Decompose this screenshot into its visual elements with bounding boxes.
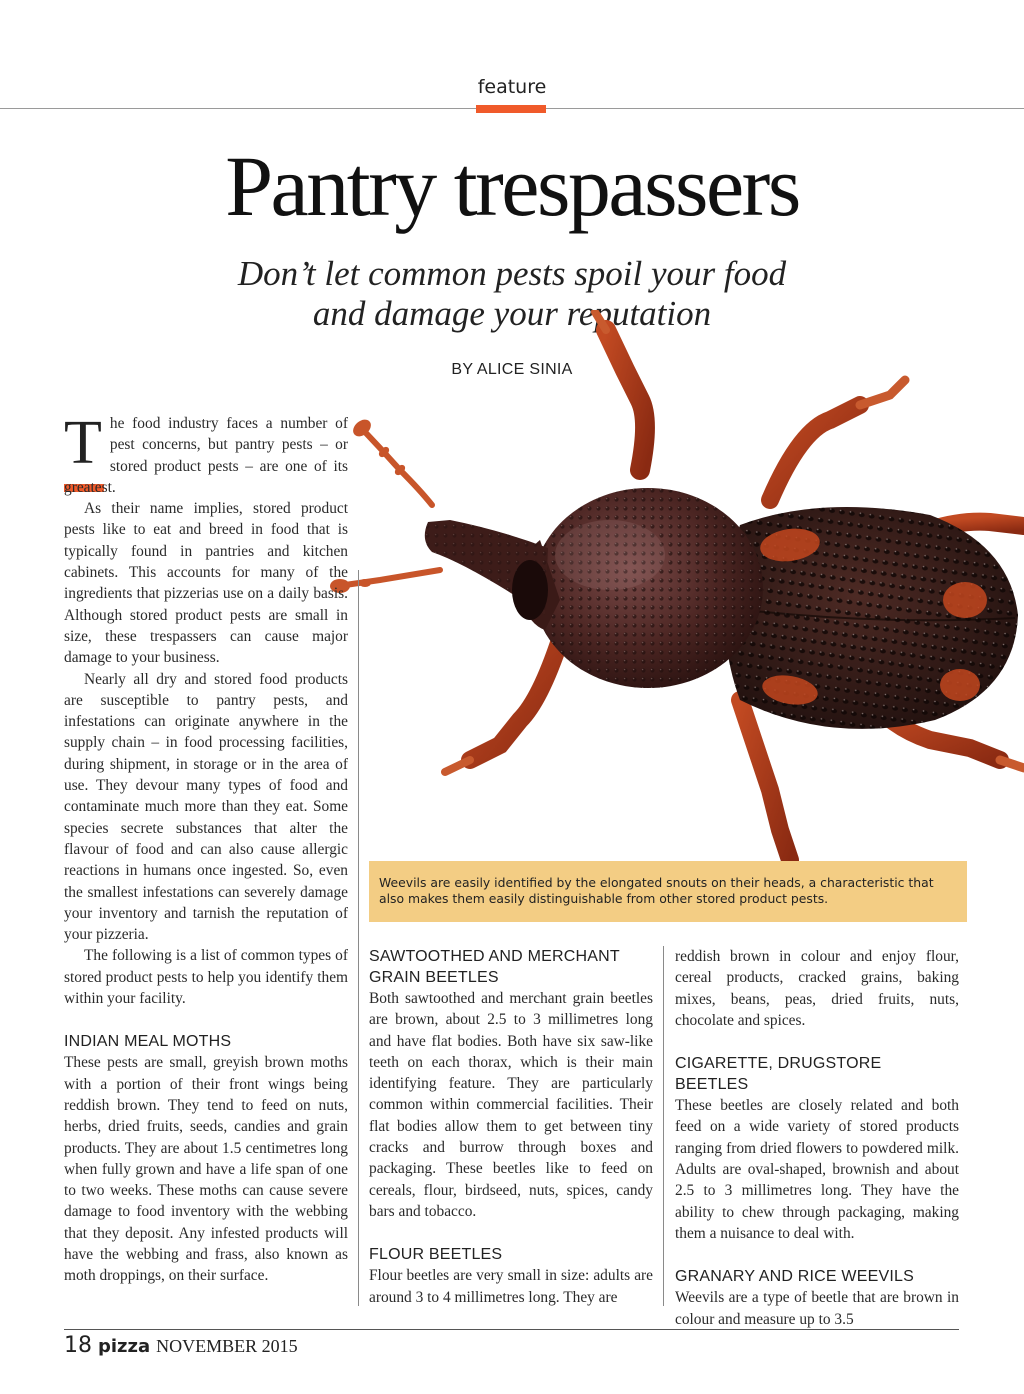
body-indian-meal-moths: These pests are small, greyish brown moths with a portion of their front wings being reddish brown. They tend to feed on nuts, herbs, dried fruits, seeds, candies and grain products. They are about 1.5 centimetres long when fully grown and have a life span of one to two weeks. These moths can cause severe damage to food inventory with the webbing that they deposit. Any infested products will have the webbing and frass, also known as moth droppings, on their surface. [64,1054,348,1285]
article-title: Pantry trespassers [225,138,799,234]
page-footer [64,1333,298,1358]
heading-flour-beetles: FLOUR BEETLES [369,1246,503,1264]
image-caption: Weevils are easily identified by the elongated snouts on their heads, a characteristic that also makes them easily distinguishable from other stored product pests. [369,861,967,922]
drop-cap: T [64,409,102,477]
subtitle-line-2: and damage your reputation [312,294,712,333]
column-3 [675,946,959,1330]
body-weevils: Weevils are a type of beetle that are brown in colour and measure up to 3.5 [675,1289,959,1328]
intro-paragraph-2: As their name implies, stored product pests like to eat and breed in food that is typically found in pantries and kitchen cabinets. This accounts for many of the ingredients that pizzerias use on a daily basis. Although stored product pests are small in size, these trespassers can cause major damage to your business. [64,500,348,667]
column-divider-2 [663,946,664,1306]
byline: BY ALICE SINIA [451,361,573,378]
intro-paragraph-3: Nearly all dry and stored food products are susceptible to pantry pests, and infestations can originate anywhere in the supply chain – in food processing facilities, during shipment, in storage or in the area of use. They devour many types of food and contaminate much more than they eat. Some species secrete substances that alter the flavour of food and can also cause allergic reactions in humans once ingested. So, even the smallest infestations can severely damage your inventory and tarnish the reputation of your pizzeria. [64,670,348,944]
section-label: feature [477,76,547,98]
body-flour-beetles: Flour beetles are very small in size: adults are around 3 to 4 millimetres long. They are [369,1267,653,1306]
subtitle-line-1: Don’t let common pests spoil your food [237,254,787,293]
section-accent-bar [476,105,546,113]
weevil-image [300,310,1024,870]
heading-cigarette-beetles: CIGARETTE, DRUGSTORE BEETLES [675,1055,882,1094]
body-flour-beetles-continued: reddish brown in colour and enjoy flour, cereal products, cracked grains, baking mixes, beans, peas, dried fruits, nuts, chocolate and spices. [675,948,959,1029]
intro-paragraph-4: The following is a list of common types of stored product pests to help you identify them within your facility. [64,947,348,1008]
heading-sawtoothed-beetles: SAWTOOTHED AND MERCHANT GRAIN BEETLES [369,948,620,986]
heading-indian-meal-moths: INDIAN MEAL MOTHS [64,1033,232,1051]
body-cigarette-beetles: These beetles are closely related and both feed on a wide variety of stored products ranging from dried flowers to powdered milk. Adults are oval-shaped, brownish and about 2.5 to 3 millimetres long. They have the ability to chew through packaging, making them a nuisance to deal with. [675,1097,959,1242]
column-2 [369,946,653,1308]
footer-rule [64,1329,959,1330]
heading-weevils: GRANARY AND RICE WEEVILS [675,1268,914,1286]
issue-date: NOVEMBER 2015 [156,1336,298,1356]
intro-paragraph-1: The food industry faces a number of pest concerns, but pantry pests – or stored product pests – are one of its greatest. [64,409,348,496]
column-divider-1 [358,570,359,1306]
page-number: 18 [64,1333,92,1358]
column-1 [64,409,348,1287]
body-sawtoothed-beetles: Both sawtoothed and merchant grain beetles are brown, about 2.5 to 3 millimetres long and have flat bodies. Both have six saw-like teeth on each thorax, which is their main identifying feature. They are particularly common within commercial facilities. Their flat bodies allow them to get between tiny cracks and burrow through boxes and packaging. These beetles like to feed on cereals, flour, birdseed, nuts, spices, candy bars and tobacco. [369,990,653,1220]
magazine-name: pizza [98,1336,151,1357]
